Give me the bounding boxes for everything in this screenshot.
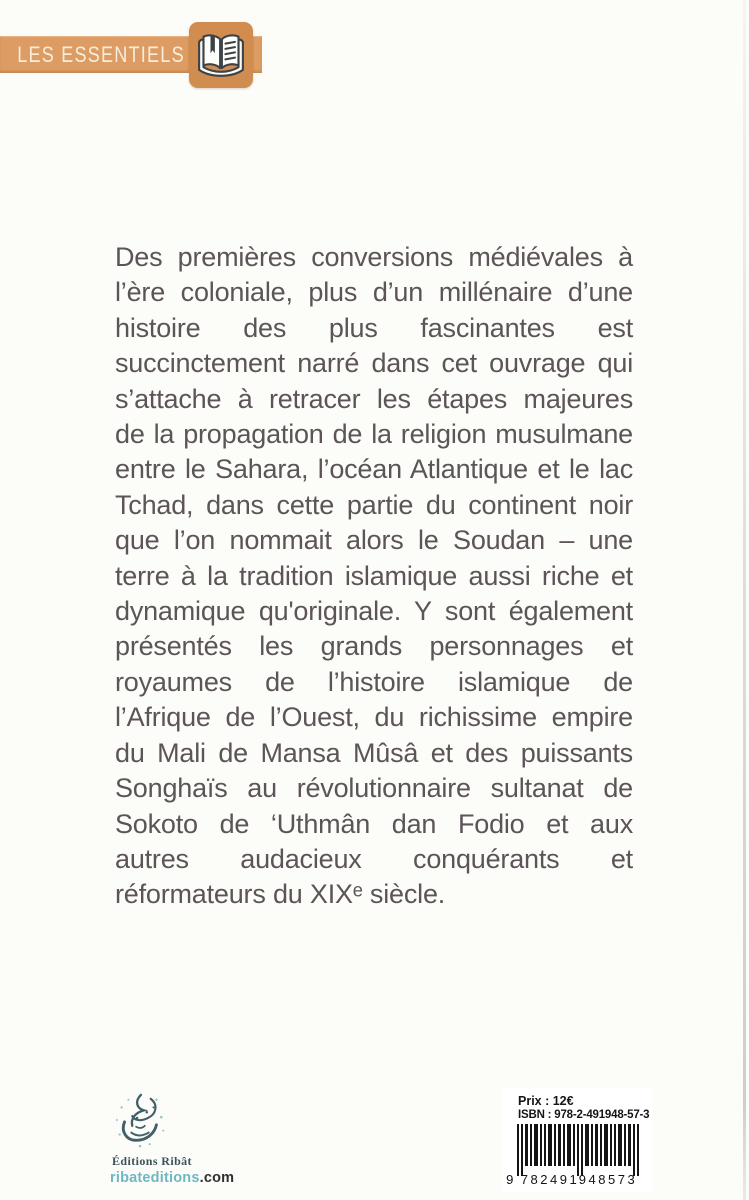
body-line: Des premières conversions médiévales à xyxy=(115,242,633,272)
barcode-lead-digit: 9 xyxy=(506,1172,516,1186)
page-edge-shadow xyxy=(743,0,746,1200)
body-line: Songhaïs au révolutionnaire sultanat de xyxy=(115,773,633,804)
body-line: dynamique qu'originale. Y sont également xyxy=(115,596,633,627)
website-name: ribateditions xyxy=(110,1170,200,1186)
body-line: entre le Sahara, l’océan Atlantique et le lac xyxy=(115,454,633,485)
back-cover-text xyxy=(115,240,633,913)
price-label: Prix : 12€ xyxy=(518,1094,574,1108)
body-line: présentés les grands personnages et xyxy=(115,631,633,662)
publisher-name: Éditions Ribât xyxy=(112,1154,192,1168)
collection-label: LES ESSENTIELS xyxy=(17,42,185,67)
body-line: royaumes de l’histoire islamique de xyxy=(115,666,633,697)
body-line: terre à la tradition islamique aussi riche et xyxy=(115,560,633,591)
body-line: Sokoto de ‘Uthmân dan Fodio et aux xyxy=(115,808,633,839)
isbn-label: ISBN : 978-2-491948-57-3 xyxy=(518,1109,650,1121)
ribat-calligraphy-logo xyxy=(111,1088,169,1157)
ean13-barcode xyxy=(505,1122,645,1186)
publisher-website xyxy=(110,1170,234,1186)
price-isbn-panel xyxy=(502,1088,652,1192)
barcode-digits-left: 782491 xyxy=(520,1172,580,1186)
body-line: l’Afrique de l’Ouest, du richissime empire xyxy=(115,702,633,733)
body-line: s’attache à retracer les étapes majeures xyxy=(115,383,633,414)
body-line: réformateurs du XIXᵉ siècle. xyxy=(115,879,446,910)
body-line: histoire des plus fascinantes est xyxy=(115,312,633,343)
body-line: de la propagation de la religion musulmane xyxy=(115,419,633,450)
collection-icon-tile xyxy=(189,22,253,88)
body-line: succinctement narré dans cet ouvrage qui xyxy=(115,348,633,379)
body-line: du Mali de Mansa Mûsâ et des puissants xyxy=(115,737,633,768)
body-line: autres audacieux conquérants et xyxy=(115,843,633,874)
body-line: que l’on nommait alors le Soudan – une xyxy=(115,525,633,556)
website-tld: .com xyxy=(199,1170,235,1186)
body-line: Tchad, dans cette partie du continent noir xyxy=(115,489,633,520)
body-line: l’ère coloniale, plus d’un millénaire d’une xyxy=(115,277,633,308)
barcode-digits-right: 948573 xyxy=(578,1172,638,1186)
